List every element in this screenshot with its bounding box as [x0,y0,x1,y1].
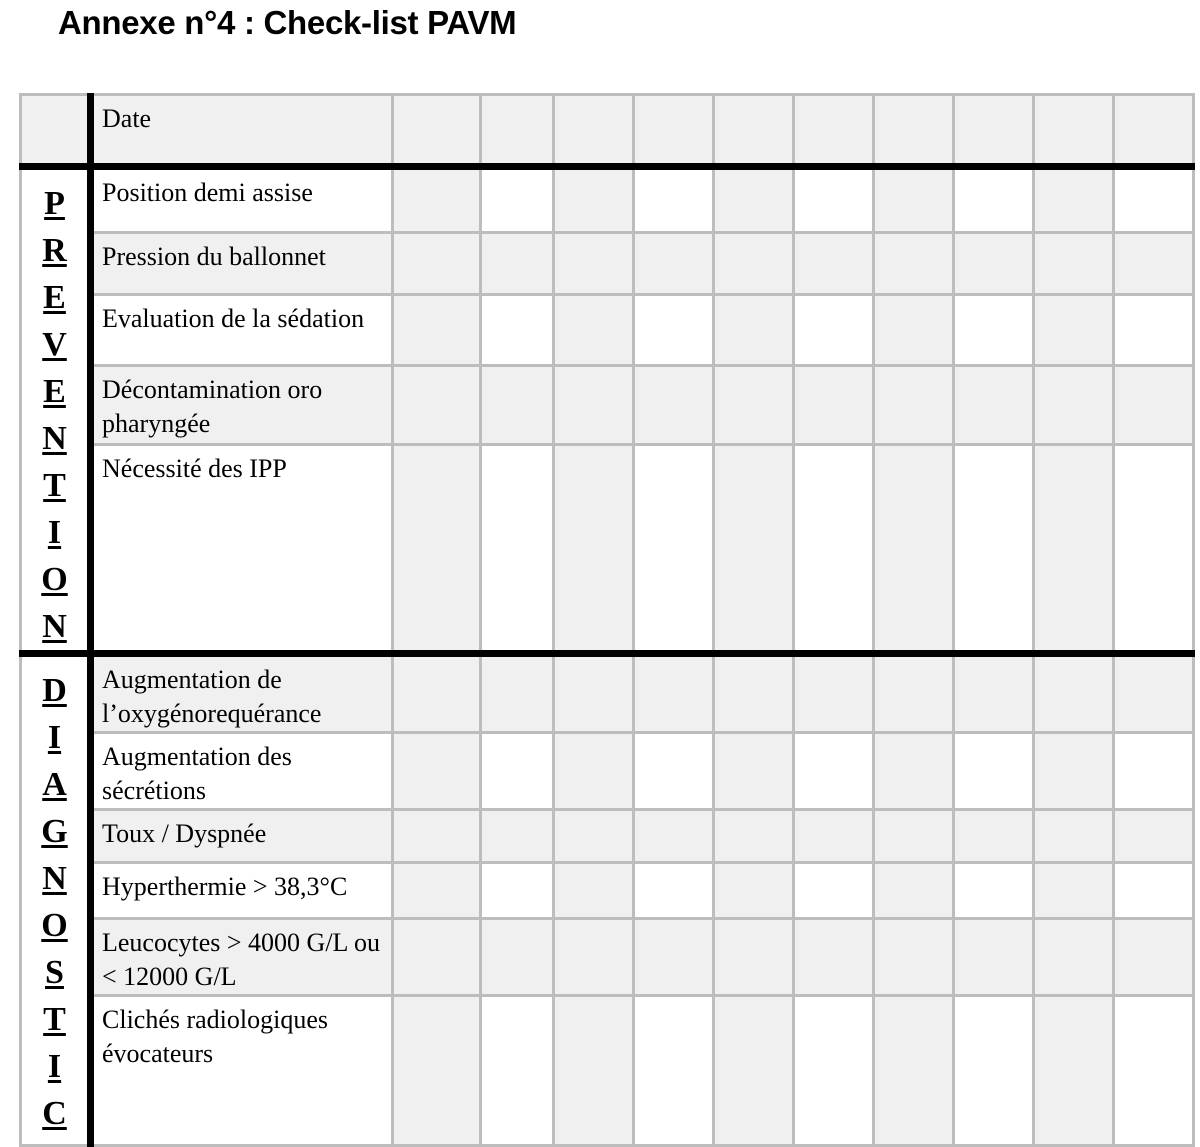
prevention-letter: V [42,326,67,363]
check-cell[interactable] [393,810,481,863]
check-cell[interactable] [714,863,794,919]
check-cell[interactable] [1034,919,1114,996]
check-cell[interactable] [794,996,874,1146]
check-cell[interactable] [1034,233,1114,295]
prevention-row [21,444,1194,653]
diagnostic-letter: A [42,766,67,803]
diagnostic-letter: C [42,1095,67,1132]
check-cell[interactable] [554,863,634,919]
check-cell[interactable] [1034,810,1114,863]
check-cell[interactable] [1114,863,1194,919]
row-label: Evaluation de la sédation [91,295,393,366]
check-cell[interactable] [954,444,1034,653]
diagnostic-letter: S [45,954,64,991]
corner-cell [21,95,91,167]
diagnostic-row [21,996,1194,1146]
check-cell[interactable] [874,295,954,366]
check-cell[interactable] [874,996,954,1146]
check-cell[interactable] [634,444,714,653]
check-cell[interactable] [794,863,874,919]
check-cell[interactable] [714,810,794,863]
row-label: Pression du ballonnet [91,233,393,295]
check-cell[interactable] [1114,919,1194,996]
check-cell[interactable] [393,863,481,919]
check-cell[interactable] [1114,167,1194,233]
check-cell[interactable] [714,233,794,295]
prevention-letter: N [42,608,67,645]
check-cell[interactable] [714,295,794,366]
prevention-row [21,366,1194,444]
check-cell[interactable] [393,444,481,653]
prevention-letter: I [47,514,62,551]
date-label: Date [102,104,152,133]
check-cell[interactable] [714,996,794,1146]
check-cell[interactable] [1114,996,1194,1146]
diagnostic-letter: I [47,1048,62,1085]
prevention-row [21,295,1194,366]
prevention-letter: T [43,467,66,504]
check-cell[interactable] [714,733,794,810]
diagnostic-row [21,919,1194,996]
check-cell[interactable] [554,733,634,810]
check-cell[interactable] [954,295,1034,366]
diagnostic-row [21,654,1194,733]
row-label: Augmentation de l’oxygénorequérance [91,654,393,733]
check-cell[interactable] [481,654,554,733]
check-cell[interactable] [634,733,714,810]
check-cell[interactable] [1114,295,1194,366]
check-cell[interactable] [954,810,1034,863]
check-cell[interactable] [554,444,634,653]
check-cell[interactable] [554,810,634,863]
diagnostic-letter: N [42,860,67,897]
date-cell[interactable] [554,95,634,167]
check-cell[interactable] [714,919,794,996]
check-cell[interactable] [954,167,1034,233]
prevention-letter: P [44,185,65,222]
row-label: Clichés radiologiques évocateurs [91,996,393,1146]
row-label: Décontamination oro pharyngée [91,366,393,444]
check-cell[interactable] [393,167,481,233]
diagnostic-row [21,733,1194,810]
prevention-row [21,233,1194,295]
check-cell[interactable] [554,295,634,366]
check-cell[interactable] [393,366,481,444]
date-cell[interactable] [1034,95,1114,167]
date-cell[interactable] [794,95,874,167]
prevention-letter: R [42,232,67,269]
check-cell[interactable] [874,366,954,444]
check-cell[interactable] [1114,366,1194,444]
check-cell[interactable] [1034,167,1114,233]
check-cell[interactable] [794,366,874,444]
row-label: Toux / Dyspnée [91,810,393,863]
check-cell[interactable] [634,295,714,366]
prevention-row [21,167,1194,233]
check-cell[interactable] [794,444,874,653]
date-cell[interactable] [481,95,554,167]
check-cell[interactable] [1034,295,1114,366]
check-cell[interactable] [1034,366,1114,444]
check-cell[interactable] [874,810,954,863]
diagnostic-letter: I [47,719,62,756]
check-cell[interactable] [554,167,634,233]
prevention-letter: E [43,279,66,316]
check-cell[interactable] [393,233,481,295]
check-cell[interactable] [1114,233,1194,295]
date-cell[interactable] [714,95,794,167]
date-cell[interactable] [1114,95,1194,167]
check-cell[interactable] [874,167,954,233]
check-cell[interactable] [481,733,554,810]
check-cell[interactable] [554,366,634,444]
check-cell[interactable] [1114,654,1194,733]
check-cell[interactable] [481,233,554,295]
diagnostic-letter: T [43,1001,66,1038]
check-cell[interactable] [634,366,714,444]
prevention-category [21,167,91,654]
check-cell[interactable] [554,919,634,996]
row-label: Position demi assise [91,167,393,233]
row-label: Hyperthermie > 38,3°C [91,863,393,919]
check-cell[interactable] [954,654,1034,733]
document-title: Annexe n°4 : Check-list PAVM [58,4,517,41]
check-cell[interactable] [794,654,874,733]
check-cell[interactable] [714,444,794,653]
check-cell[interactable] [1114,444,1194,653]
diagnostic-letter: O [41,907,68,944]
check-cell[interactable] [874,444,954,653]
check-cell[interactable] [634,654,714,733]
row-label: Leucocytes > 4000 G/L ou < 12000 G/L [91,919,393,996]
check-cell[interactable] [794,233,874,295]
check-cell[interactable] [393,996,481,1146]
check-cell[interactable] [554,654,634,733]
check-cell[interactable] [714,654,794,733]
date-row [21,95,1194,167]
check-cell[interactable] [794,295,874,366]
check-cell[interactable] [954,366,1034,444]
check-cell[interactable] [1034,996,1114,1146]
check-cell[interactable] [481,863,554,919]
check-cell[interactable] [1114,733,1194,810]
check-cell[interactable] [714,167,794,233]
date-label-cell [91,95,393,167]
check-cell[interactable] [393,919,481,996]
check-cell[interactable] [634,919,714,996]
diagnostic-row [21,810,1194,863]
prevention-letter: N [42,420,67,457]
prevention-letter: E [43,373,66,410]
check-cell[interactable] [481,919,554,996]
check-cell[interactable] [794,810,874,863]
check-cell[interactable] [481,444,554,653]
check-cell[interactable] [634,810,714,863]
diagnostic-row [21,863,1194,919]
check-cell[interactable] [481,810,554,863]
check-cell[interactable] [1034,863,1114,919]
check-cell[interactable] [1114,810,1194,863]
check-cell[interactable] [393,733,481,810]
diagnostic-letter: G [41,813,68,850]
check-cell[interactable] [794,733,874,810]
check-cell[interactable] [1034,733,1114,810]
check-cell[interactable] [874,919,954,996]
checklist-table [19,93,1195,1147]
check-cell[interactable] [954,863,1034,919]
check-cell[interactable] [954,733,1034,810]
row-label: Nécessité des IPP [91,444,393,653]
check-cell[interactable] [481,167,554,233]
check-cell[interactable] [1034,444,1114,653]
check-cell[interactable] [554,233,634,295]
check-cell[interactable] [1034,654,1114,733]
check-cell[interactable] [954,919,1034,996]
check-cell[interactable] [794,919,874,996]
check-cell[interactable] [481,366,554,444]
check-cell[interactable] [954,233,1034,295]
check-cell[interactable] [481,295,554,366]
check-cell[interactable] [634,167,714,233]
check-cell[interactable] [393,654,481,733]
check-cell[interactable] [554,996,634,1146]
check-cell[interactable] [634,996,714,1146]
diagnostic-letter: D [42,672,67,709]
check-cell[interactable] [874,863,954,919]
check-cell[interactable] [393,295,481,366]
diagnostic-category [21,654,91,1146]
date-cell[interactable] [954,95,1034,167]
check-cell[interactable] [634,233,714,295]
check-cell[interactable] [874,233,954,295]
row-label: Augmentation des sécrétions [91,733,393,810]
date-cell[interactable] [634,95,714,167]
check-cell[interactable] [874,654,954,733]
check-cell[interactable] [481,996,554,1146]
check-cell[interactable] [714,366,794,444]
prevention-letter: O [41,561,68,598]
check-cell[interactable] [954,996,1034,1146]
check-cell[interactable] [794,167,874,233]
date-cell[interactable] [874,95,954,167]
date-cell[interactable] [393,95,481,167]
check-cell[interactable] [874,733,954,810]
check-cell[interactable] [634,863,714,919]
